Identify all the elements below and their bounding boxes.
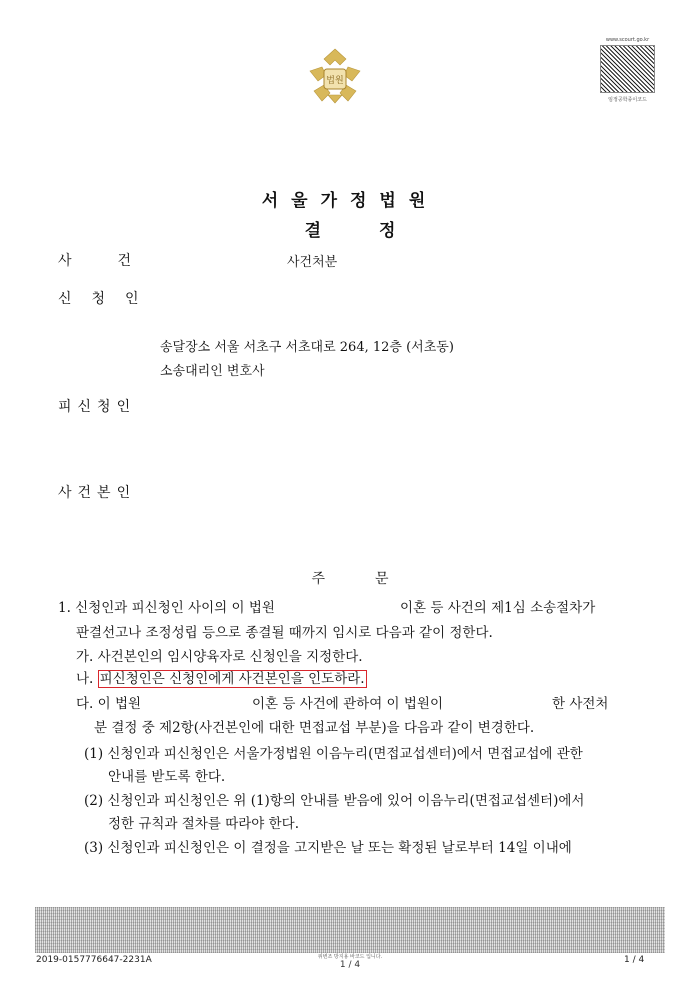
case-principal-label: 사건본인 xyxy=(58,485,137,501)
order-item-1-part-a: 1. 신청인과 피신청인 사이의 이 법원 xyxy=(58,600,275,616)
applicant-label: 신청인 xyxy=(58,291,159,307)
order-heading: 주문 xyxy=(311,571,439,587)
order-sub-2-line-2: 정한 규칙과 절차를 따라야 한다. xyxy=(108,816,299,832)
applicant-address: 송달장소 서울 서초구 서초대로 264, 12층 (서초동) xyxy=(160,340,454,355)
case-label: 사건 xyxy=(58,253,178,269)
court-name: 서울가정법원 xyxy=(261,191,439,211)
verification-url: www.scourt.go.kr xyxy=(605,37,650,43)
order-item-da-part-a: 다. 이 법원 xyxy=(76,696,142,712)
order-item-1-part-b: 이혼 등 사건의 제1심 소송절차가 xyxy=(400,600,596,616)
order-item-da-part-b: 이혼 등 사건에 관하여 이 법원이 xyxy=(252,696,443,712)
footer-center xyxy=(0,953,700,970)
order-sub-2-line-1: (2) 신청인과 피신청인은 위 (1)항의 안내를 받음에 있어 이음누리(면접교섭센터)에서 xyxy=(84,793,585,809)
court-emblem xyxy=(302,45,368,111)
order-item-na xyxy=(76,667,367,687)
case-value: 사건처분 xyxy=(287,255,338,270)
document-title: 결정 xyxy=(304,221,454,241)
verification-qr-code xyxy=(600,45,655,93)
document-id: 2019-0157776647-2231A xyxy=(36,955,152,965)
page-number-right: 1 / 4 xyxy=(624,955,645,965)
highlighted-order-text: 피신청인은 신청인에게 사건본인을 인도하라. xyxy=(99,671,365,687)
order-sub-1-line-1: (1) 신청인과 피신청인은 서울가정법원 이음누리(면접교섭센터)에서 면접교섭에 관한 xyxy=(84,746,583,762)
order-item-1-part-c: 판결선고나 조정성립 등으로 종결될 때까지 임시로 다음과 같이 정한다. xyxy=(76,625,493,641)
order-item-na-prefix: 나. xyxy=(76,671,94,687)
order-sub-3-line-1: (3) 신청인과 피신청인은 이 결정을 고지받은 날 또는 확정된 날로부터 14일 이내에 xyxy=(84,840,572,856)
order-item-da-part-c: 한 사전처 xyxy=(552,696,609,712)
applicant-agent: 소송대리인 변호사 xyxy=(160,364,265,379)
verification-qr-label: 임정공학종이코드 xyxy=(608,97,647,103)
barcode-note: 위변조 방지용 바코드 입니다. xyxy=(317,954,383,960)
respondent-label: 피신청인 xyxy=(58,399,137,415)
order-item-ga: 가. 사건본인의 임시양육자로 신청인을 지정한다. xyxy=(76,649,363,665)
order-sub-1-line-2: 안내를 받도록 한다. xyxy=(108,769,226,785)
emblem-seal-text: 법원 xyxy=(326,76,344,86)
anti-forgery-barcode xyxy=(35,907,665,953)
page-number-center: 1 / 4 xyxy=(339,960,361,970)
order-item-da-part-d: 분 결정 중 제2항(사건본인에 대한 면접교섭 부분)을 다음과 같이 변경한다. xyxy=(94,720,535,736)
